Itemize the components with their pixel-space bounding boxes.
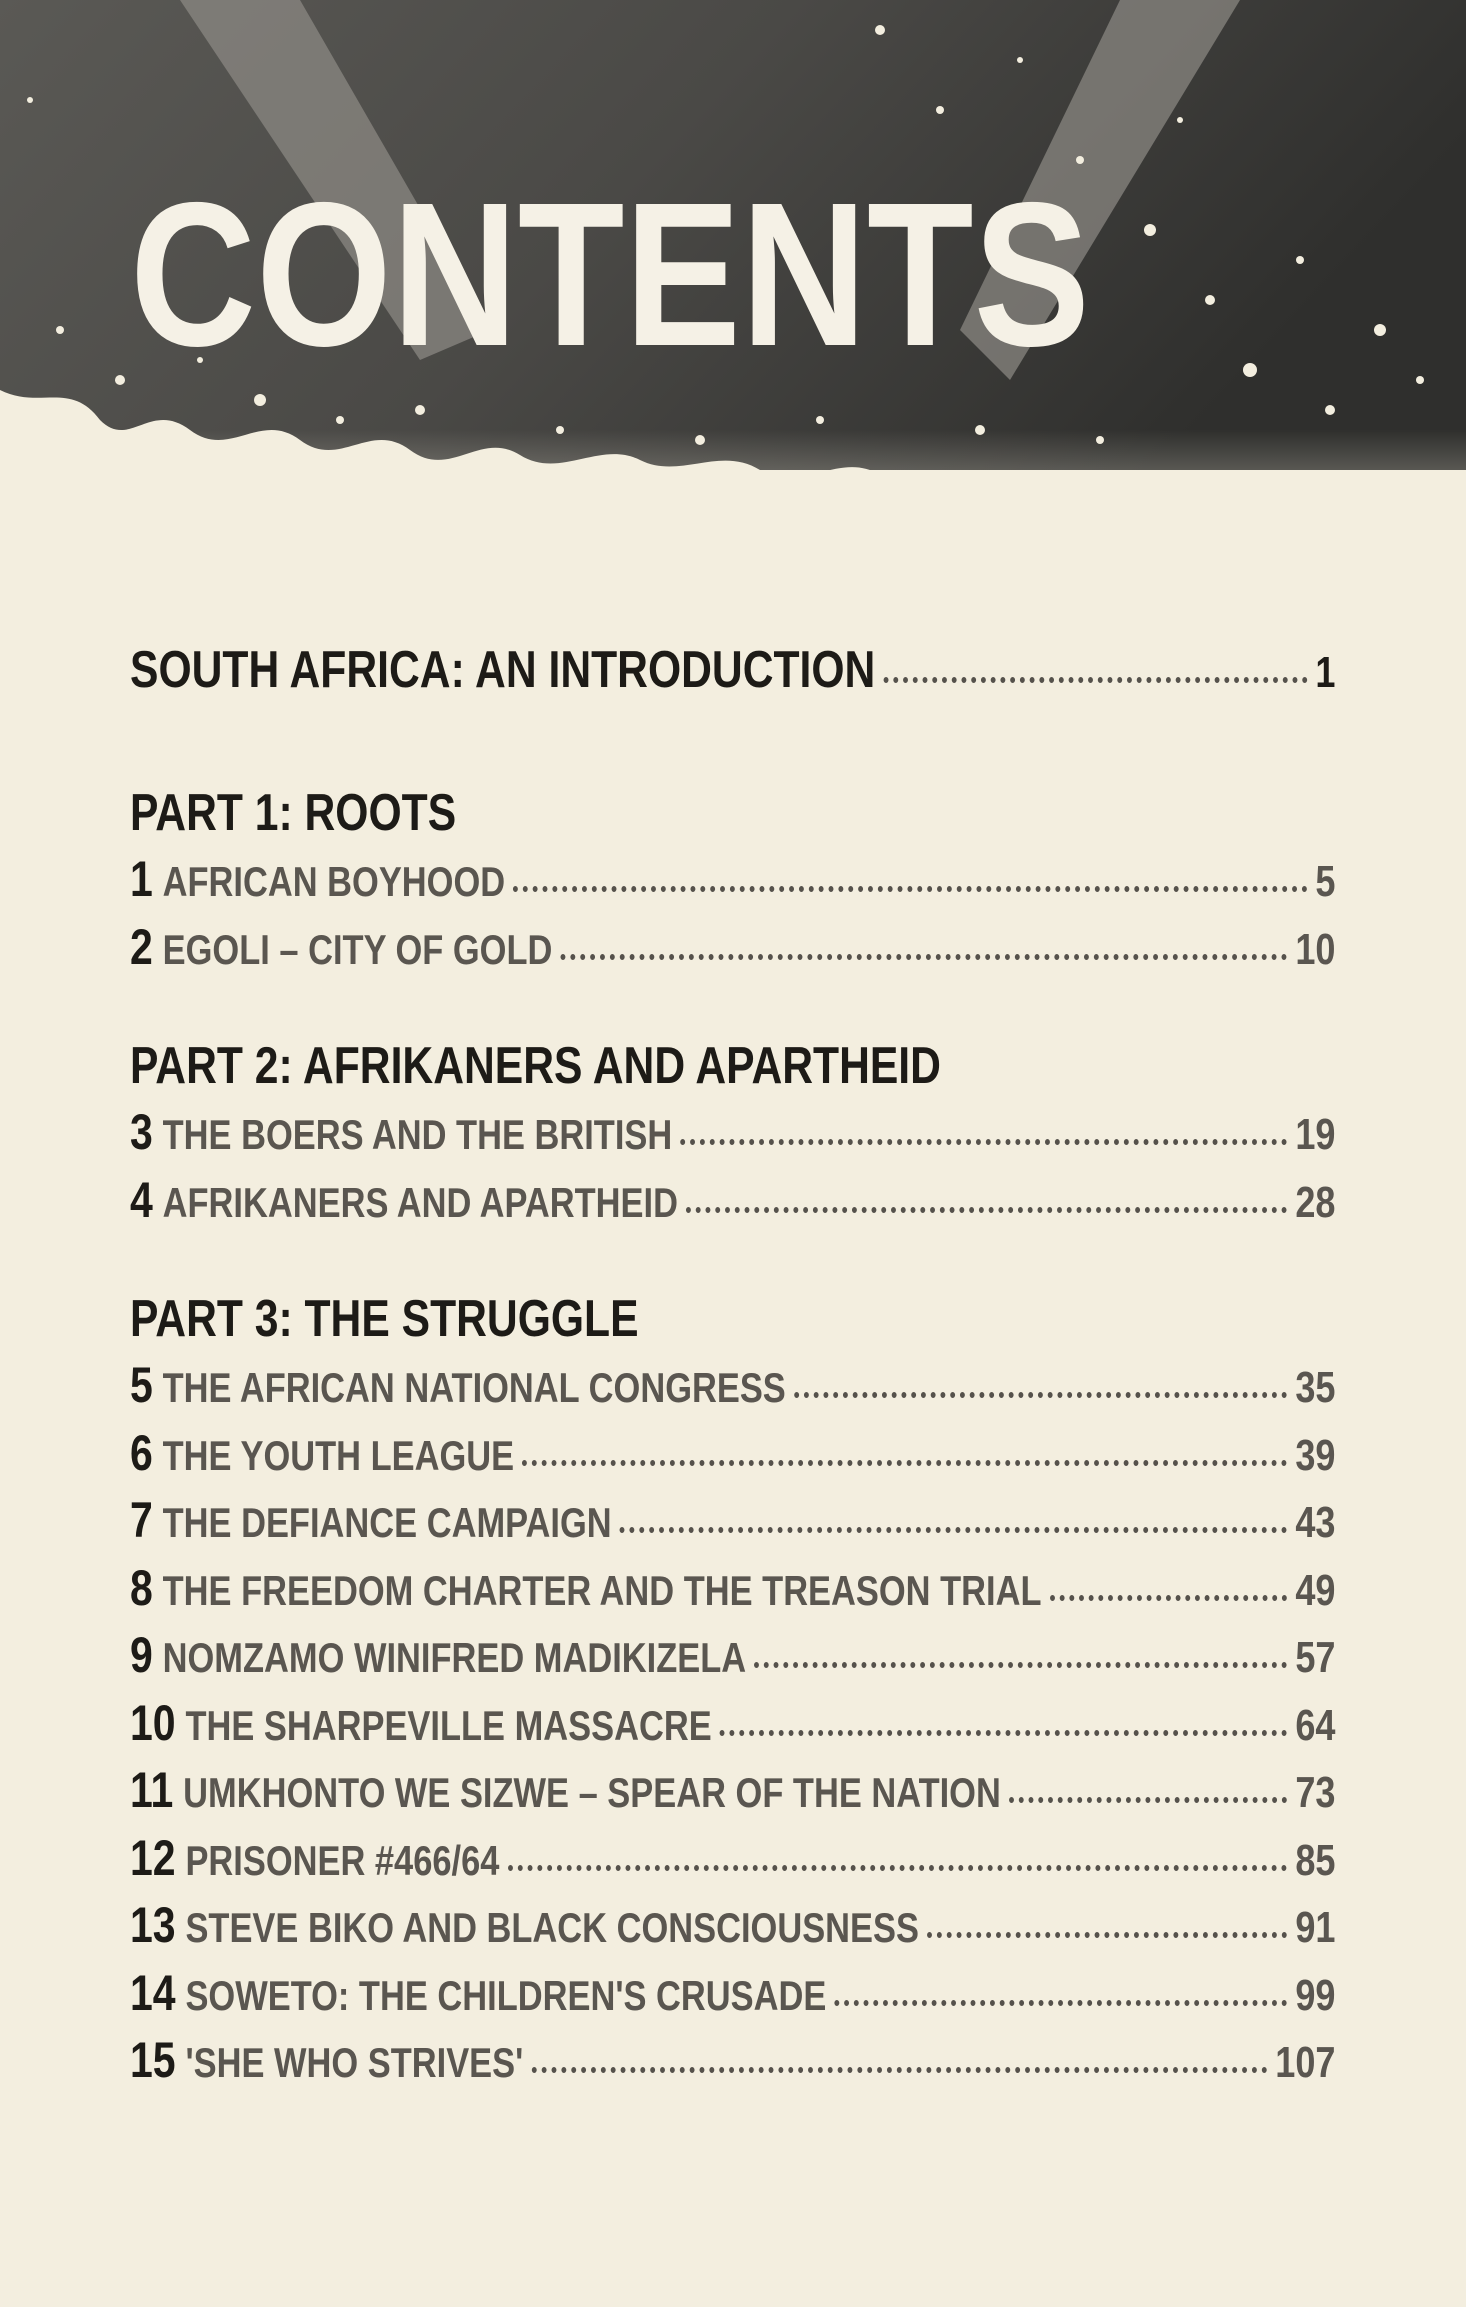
chapter-8-entry[interactable]: [130, 1555, 1335, 1623]
chapter-title: UMKHONTO WE SIZWE – SPEAR OF THE NATION: [183, 1769, 1001, 1816]
chapter-number: 6: [130, 1424, 153, 1481]
dot-leader: [686, 1201, 1287, 1213]
dot-leader: [561, 948, 1288, 960]
chapter-title: AFRICAN BOYHOOD: [162, 858, 506, 905]
chapter-page: 99: [1295, 1970, 1336, 2020]
chapter-14-entry[interactable]: [130, 1960, 1335, 2028]
chapter-4-entry[interactable]: [130, 1167, 1335, 1235]
chapter-page: 91: [1295, 1903, 1336, 1952]
dot-leader: [1009, 1791, 1287, 1803]
chapter-number: 4: [130, 1171, 153, 1228]
chapter-1-entry[interactable]: [130, 846, 1335, 914]
chapter-number: 5: [130, 1357, 153, 1413]
chapter-10-entry[interactable]: [130, 1690, 1335, 1758]
dot-leader: [794, 1386, 1287, 1398]
contents-title: CONTENTS: [130, 160, 1090, 389]
chapter-9-entry[interactable]: [130, 1622, 1335, 1690]
chapter-page: 39: [1295, 1430, 1336, 1480]
chapter-page: 43: [1295, 1498, 1336, 1547]
dot-leader: [508, 1859, 1288, 1871]
chapter-title: THE BOERS AND THE BRITISH: [162, 1111, 673, 1158]
chapter-page: 107: [1275, 2038, 1336, 2087]
dot-leader: [522, 1454, 1287, 1466]
chapter-title: SOWETO: THE CHILDREN'S CRUSADE: [185, 1971, 827, 2019]
chapter-7-entry[interactable]: [130, 1487, 1335, 1555]
chapter-title: 'SHE WHO STRIVES': [185, 2039, 524, 2086]
chapter-number: 8: [130, 1559, 153, 1616]
chapter-title: EGOLI – CITY OF GOLD: [162, 925, 553, 973]
chapter-page: 73: [1295, 1768, 1336, 1817]
dot-leader: [1050, 1589, 1287, 1601]
chapter-title: AFRIKANERS AND APARTHEID: [162, 1178, 678, 1226]
chapter-number: 3: [130, 1104, 153, 1160]
dot-leader: [927, 1926, 1287, 1938]
chapter-number: 9: [130, 1627, 153, 1683]
chapter-title: THE SHARPEVILLE MASSACRE: [185, 1701, 712, 1749]
chapter-number: 13: [130, 1897, 176, 1953]
dot-leader: [532, 2061, 1268, 2073]
chapter-title: STEVE BIKO AND BLACK CONSCIOUSNESS: [185, 1904, 919, 1951]
chapter-12-entry[interactable]: [130, 1825, 1335, 1893]
chapter-number: 7: [130, 1492, 153, 1548]
part-1-heading: PART 1: ROOTS: [130, 784, 457, 842]
chapter-number: 10: [130, 1694, 176, 1751]
dot-leader: [513, 880, 1307, 892]
dot-leader: [835, 1994, 1288, 2006]
chapter-5-entry[interactable]: [130, 1352, 1335, 1420]
chapter-title: THE FREEDOM CHARTER AND THE TREASON TRIAL: [162, 1566, 1042, 1614]
chapter-number: 12: [130, 1829, 176, 1886]
chapter-page: 57: [1295, 1633, 1336, 1682]
dot-leader: [884, 671, 1308, 683]
chapter-title: THE AFRICAN NATIONAL CONGRESS: [162, 1364, 786, 1411]
chapter-3-entry[interactable]: [130, 1099, 1335, 1167]
introduction-entry[interactable]: [130, 640, 1335, 740]
part-2-heading: PART 2: AFRIKANERS AND APARTHEID: [130, 1037, 941, 1095]
chapter-page: 35: [1295, 1363, 1336, 1412]
chapter-page: 28: [1295, 1177, 1336, 1227]
chapter-13-entry[interactable]: [130, 1892, 1335, 1960]
dot-leader: [754, 1656, 1287, 1668]
dot-leader: [620, 1521, 1287, 1533]
chapter-15-entry[interactable]: [130, 2027, 1335, 2095]
dot-leader: [680, 1133, 1287, 1145]
introduction-page: 1: [1315, 648, 1336, 697]
chapter-number: 14: [130, 1964, 176, 2021]
part-3-heading: PART 3: THE STRUGGLE: [130, 1290, 639, 1348]
chapter-title: PRISONER #466/64: [185, 1836, 500, 1884]
chapter-6-entry[interactable]: [130, 1420, 1335, 1488]
chapter-page: 19: [1295, 1110, 1336, 1159]
chapter-11-entry[interactable]: [130, 1757, 1335, 1825]
contents-banner: [0, 0, 1466, 620]
chapter-page: 64: [1295, 1700, 1336, 1750]
chapter-title: NOMZAMO WINIFRED MADIKIZELA: [162, 1634, 747, 1681]
dot-leader: [720, 1724, 1287, 1736]
chapter-page: 5: [1315, 857, 1336, 906]
chapter-number: 2: [130, 918, 153, 975]
table-of-contents: [130, 640, 1335, 2095]
chapter-title: THE DEFIANCE CAMPAIGN: [162, 1499, 612, 1546]
chapter-title: THE YOUTH LEAGUE: [162, 1431, 515, 1479]
chapter-number: 15: [130, 2032, 176, 2088]
chapter-2-entry[interactable]: [130, 914, 1335, 982]
chapter-number: 1: [130, 851, 153, 907]
chapter-page: 85: [1295, 1835, 1336, 1885]
chapter-page: 49: [1295, 1565, 1336, 1615]
chapter-number: 11: [130, 1762, 174, 1818]
chapter-page: 10: [1295, 924, 1336, 974]
introduction-title: SOUTH AFRICA: AN INTRODUCTION: [130, 641, 876, 699]
